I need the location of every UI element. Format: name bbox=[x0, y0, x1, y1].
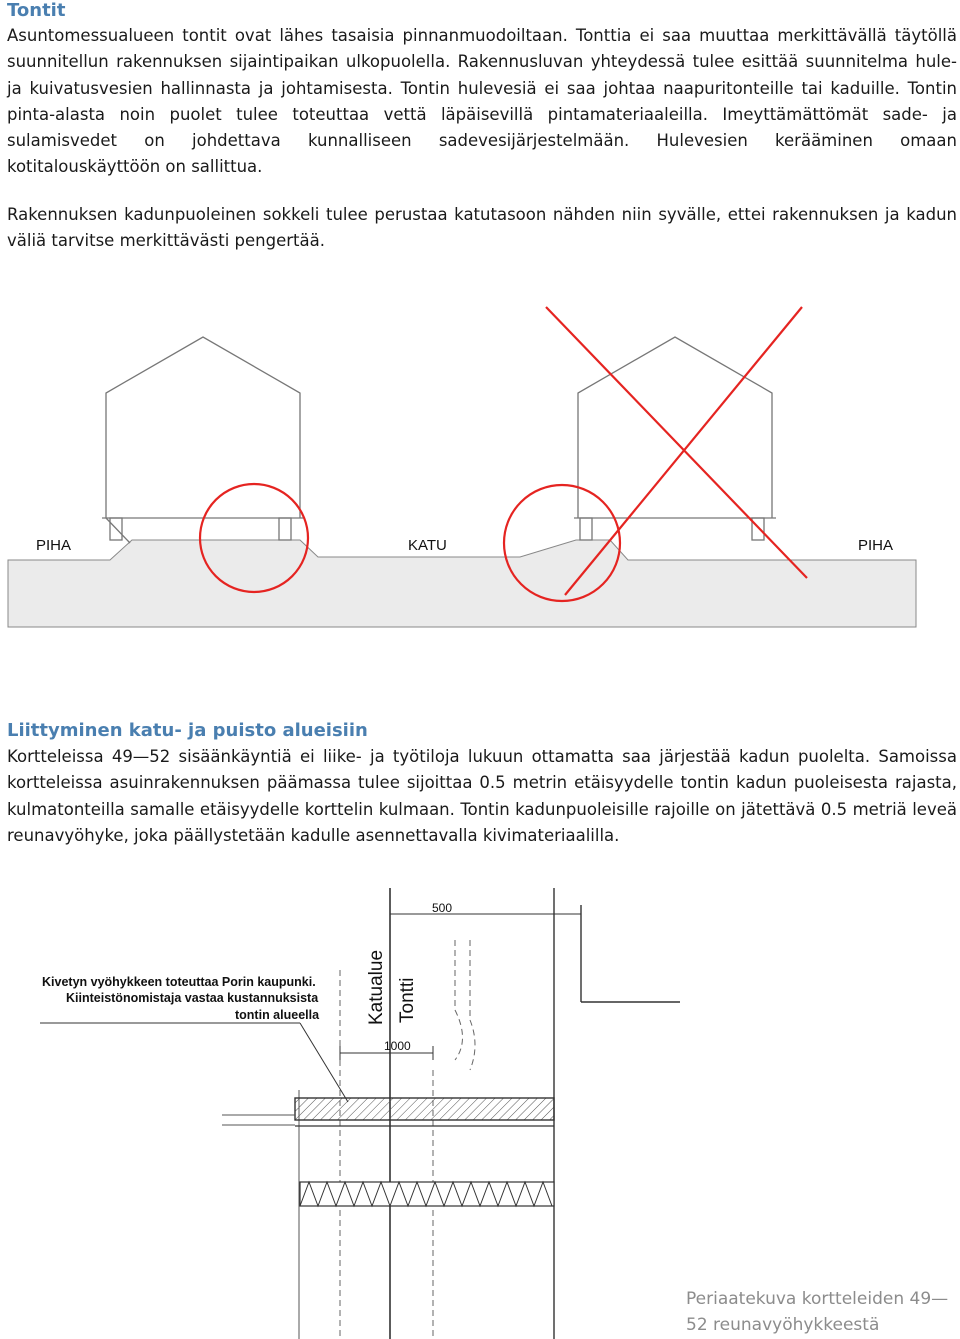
note-line-1: Kivetyn vyöhykkeen toteuttaa Porin kaupunki. bbox=[42, 975, 316, 989]
paragraph-connection: Kortteleissa 49—52 sisäänkäyntiä ei liike- ja työtiloja lukuun ottamatta saa järjestää kadun puolelta. Samoissa kortteleissa asuinrakennuksen päämassa tulee sijoittaa 0.5 metrin etäisyydelle tontin kadun puoleisesta rajasta, kulmatonteilla samalle etäisyydelle korttelin kulmaan. Tontin kadunpuoleisille rajoille on jätettävä 0.5 metriä leveä reunavyöhyke, joka päällystetään kadulle asennettavalla kivimateriaalilla. bbox=[7, 747, 957, 845]
ground-mass bbox=[8, 540, 916, 627]
label-plot: Tontti bbox=[397, 977, 418, 1023]
dimension-label-1000: 1000 bbox=[384, 1039, 411, 1053]
caption-line-2: 52 reunavyöhykkeestä bbox=[686, 1315, 880, 1335]
street-section-diagram bbox=[0, 295, 960, 640]
section-heading-tontit: Tontit bbox=[7, 0, 66, 21]
paragraph-plots: Asuntomessualueen tontit ovat lähes tasaisia pinnanmuodoiltaan. Tonttia ei saa muuttaa merkittävällä täytöllä suunnitellun rakennuksen sijaintipaikan ulkopuolella. Rakennusluvan yhteydessä tulee esittää suunnitelma hule- ja kuivatusvesien hallinnasta ja johtamisesta. Tontin hulevesiä ei saa johtaa naapuritonteille tai kaduille. Tontin pinta-alasta noin puolet tulee toteuttaa vettä läpäisevillä pintamateriaaleilla. Imeyttämättömät sade- ja sulamisvedet on johdettava kunnalliseen sadevesijärjestelmään. Hulevesien kerääminen omaan kotitalouskäyttöön on sallittua. bbox=[7, 26, 957, 177]
figure-caption bbox=[686, 1286, 956, 1338]
edge-zone-diagram bbox=[0, 880, 680, 1339]
label-yard-right: PIHA bbox=[858, 537, 894, 554]
dimension-label-500: 500 bbox=[432, 901, 453, 915]
label-street-area: Katualue bbox=[366, 949, 387, 1025]
dashed-duct bbox=[455, 940, 475, 1070]
paving-strip bbox=[295, 1098, 554, 1120]
section-heading-connection: Liittyminen katu- ja puisto alueisiin bbox=[7, 720, 368, 741]
note-line-3: tontin alueella bbox=[235, 1008, 320, 1022]
building-wall bbox=[554, 888, 680, 1339]
left-house bbox=[102, 337, 304, 543]
dimension-500 bbox=[390, 906, 581, 922]
note-line-2: Kiinteistönomistaja vastaa kustannuksista bbox=[66, 991, 319, 1005]
label-yard-left: PIHA bbox=[36, 537, 72, 554]
leader-line bbox=[300, 1023, 348, 1102]
label-street: KATU bbox=[408, 537, 447, 554]
caption-line-1: Periaatekuva kortteleiden 49— bbox=[686, 1289, 949, 1309]
paragraph-foundation: Rakennuksen kadunpuoleinen sokkeli tulee perustaa katutasoon nähden niin syvälle, ettei rakennuksen ja kadun väliä tarvitse merkittävästi pengertää. bbox=[7, 205, 957, 251]
